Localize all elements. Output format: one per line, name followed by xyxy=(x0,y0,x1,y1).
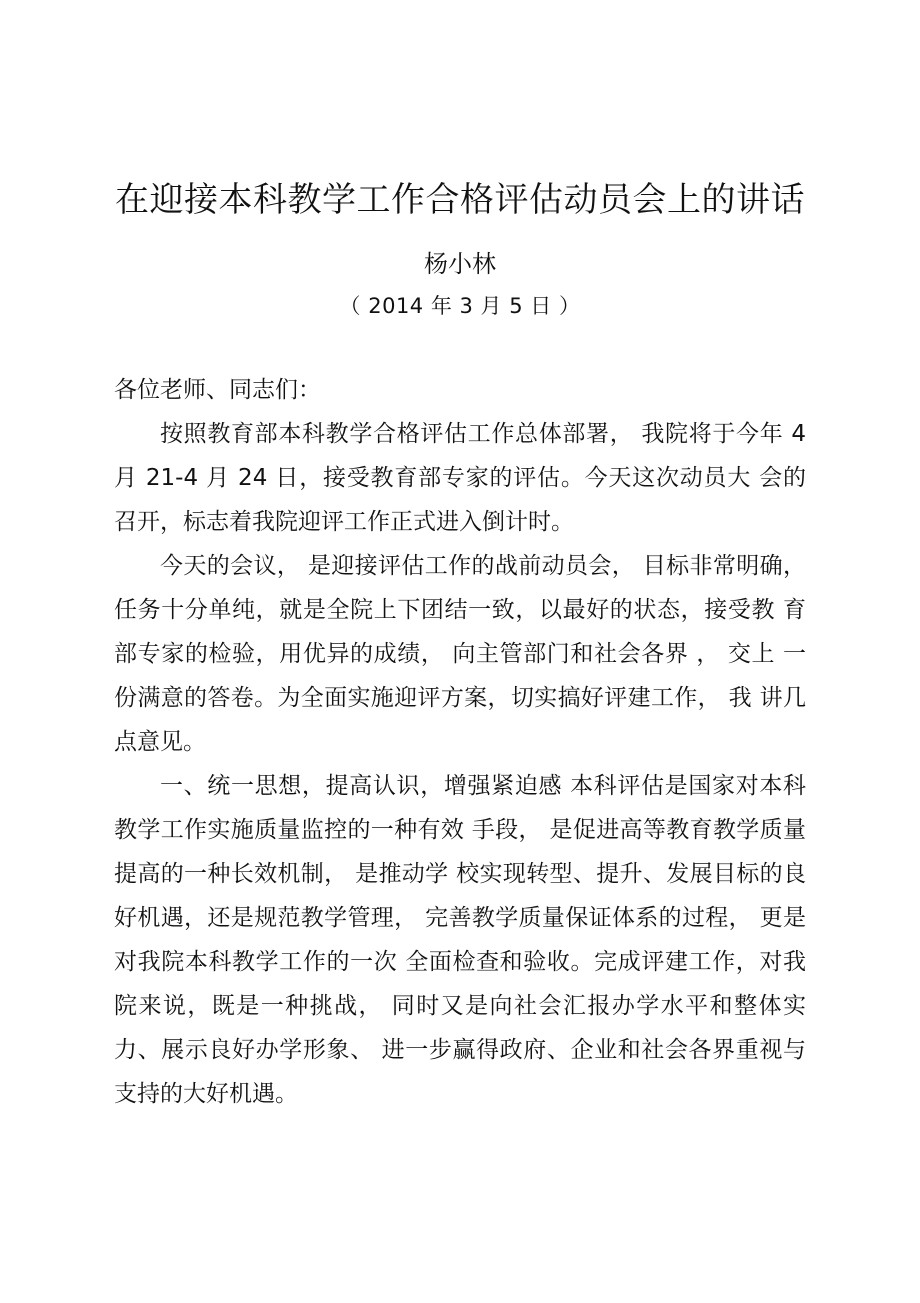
salutation: 各位老师、同志们： xyxy=(114,377,321,403)
paragraph: 一、统一思想，提高认识，增强紧迫感 本科评估是国家对本科教学工作实施质量监控的一种有效 手段， 是促进高等教育教学质量提高的一种长效机制， 是推动学 校实现转型、提升、发展目标的良好机遇，还是规范教学管理， 完善教学质量保证体系的过程， 更是对我院本科教学工作的一次 全面检查和验收。完成评建工作，对我院来说，既是一种挑战， 同时又是向社会汇报办学水平和整体实力、展示良好办学形象、 进一步赢得政府、企业和社会各界重视与支持的大好机遇。 xyxy=(114,773,806,1107)
speech-date: （ 2014 年 3 月 5 日 ） xyxy=(339,294,581,318)
speech-body xyxy=(114,412,806,1116)
paragraph: 今天的会议， 是迎接评估工作的战前动员会， 目标非常明确， 任务十分单纯，就是全院上下团结一致，以最好的状态，接受教 育部专家的检验，用优异的成绩， 向主管部门和社会各界 ， 交上 一份满意的答卷。为全面实施迎评方案，切实搞好评建工作， 我 讲几点意见。 xyxy=(114,553,806,755)
author-name: 杨小林 xyxy=(424,250,496,278)
paragraph: 按照教育部本科教学合格评估工作总体部署， 我院将于今年 4 月 21-4 月 24 日，接受教育部专家的评估。今天这次动员大 会的召开，标志着我院迎评工作正式进入倒计时。 xyxy=(114,421,806,535)
document-title: 在迎接本科教学工作合格评估动员会上的讲话 xyxy=(115,180,805,220)
